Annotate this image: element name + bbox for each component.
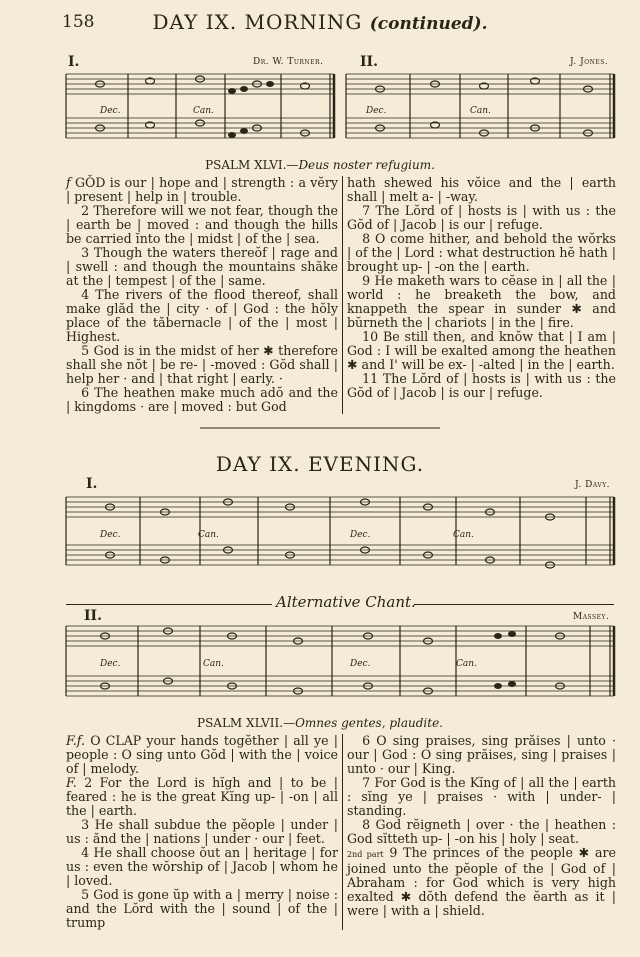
running-head-main: DAY IX. MORNING — [152, 10, 363, 34]
verse — [66, 776, 338, 818]
verse: 2 Therefore will we not fear, though the | earth be | moved : and though the hills be carried ĭnto the | midst | of the | sea. — [66, 203, 338, 246]
verse-text: GŎD is our | hope and | strength : a vĕry | present | help in | trouble. — [66, 175, 338, 204]
psalm-47-latin: Omnes gentes, plaudite. — [295, 716, 443, 730]
page-number: 158 — [62, 12, 95, 32]
dynamic-mark: f — [66, 175, 71, 190]
verse: 4 He shall choose ŏut an | heritage | for us : even the wŏrship of | Jacob | whom he | loved. — [66, 845, 338, 888]
verse: hath shewed his vŏice and the | earth shall | melt a- | -way. — [347, 175, 616, 204]
psalm-46-left-column — [66, 176, 338, 414]
verse: 6 The heathen make much adŏ and the | kingdoms · are | moved : but God — [66, 385, 338, 414]
verse: 4 The rivers of the flood thereof, shall make glăd the | city · of | God : the hŏly place of the tăbernacle | of the | most | Highest. — [66, 287, 338, 344]
psalm-47-title — [0, 716, 640, 730]
column-rule — [342, 176, 343, 414]
chant-label-morning-1: I. — [68, 54, 80, 70]
score-morning-2 — [346, 74, 614, 138]
verse: 9 He maketh wars to cĕase in | all the | world : he breaketh the bow, and knappeth the spear in sunder ✱ and bŭrneth the | chariots | in the | fire. — [347, 273, 616, 330]
verse: 7 The Lŏrd of | hosts is | with us : the Gŏd of | Jacob | is our | refuge. — [347, 203, 616, 232]
verse: 7 For God is the Kĭng of | all the | earth : sĭng ye | praises · with | under- | standing. — [347, 775, 616, 818]
verse: 6 O sing praises, sing prăises | unto · our | God : O sing prăises, sing | praises | unto · our | King. — [347, 733, 616, 776]
voice-tag-dec: Dec. — [350, 659, 371, 669]
part-mark: 2nd part — [347, 850, 384, 859]
verse: 10 Be still then, and knŏw that | I am | God : I will be exalted among the heathen ✱ and I' will be ex- | -alted | in the | earth. — [347, 329, 616, 372]
chant-label-morning-2: II. — [360, 54, 378, 70]
verse: 3 He shall subdue the pĕople | under | us : ănd the | nations | under · our | feet. — [66, 817, 338, 846]
rule-left — [66, 604, 272, 605]
voice-tag-can: Can. — [193, 106, 214, 116]
voice-tag-dec: Dec. — [100, 530, 121, 540]
voice-tag-dec: Dec. — [100, 106, 121, 116]
verse: 5 God is gone ŭp with a | merry | noise : and the Lŏrd with the | sound | of the | trump — [66, 887, 338, 930]
psalm-46-latin: Deus noster refugium. — [298, 158, 435, 172]
chant-label-evening-1: I. — [86, 476, 98, 492]
composer-evening-2: Massey. — [573, 612, 610, 622]
voice-tag-dec: Dec. — [100, 659, 121, 669]
voice-tag-dec: Dec. — [350, 530, 371, 540]
composer-evening-1: J. Davy. — [575, 480, 611, 490]
composer-morning-1: Dr. W. Turner. — [253, 57, 324, 67]
verse-text: 9 The princes of the people ✱ are joined unto the pĕople of the | God of | Abraham : for God which is very high exalted ✱ dŏth defend the ĕarth as it | were | with a | shield. — [347, 845, 616, 918]
psalm-46-number: PSALM XLVI.— — [205, 158, 299, 172]
voice-tag-can: Can. — [470, 106, 491, 116]
verse — [66, 176, 338, 204]
voice-tag-can: Can. — [198, 530, 219, 540]
score-evening-2 — [66, 626, 614, 696]
verse-text: 2 For the Lord is hĭgh and | to be | feared : he is the great Kĭng up- | -on | all the | earth. — [66, 775, 338, 818]
chant-label-evening-2: II. — [84, 608, 102, 624]
running-head-sub: (continued). — [369, 14, 488, 34]
verse: 11 The Lŏrd of | hosts is | with us : the Gŏd of | Jacob | is our | refuge. — [347, 371, 616, 400]
dynamic-mark: F.f. — [66, 733, 85, 748]
verse: 8 God rĕigneth | over · the | heathen : God sĭtteth up- | -on his | holy | seat. — [347, 817, 616, 846]
verse: 8 O come hither, and behold the wŏrks | of the | Lord : what destruction hĕ hath | brought up- | -on the | earth. — [347, 231, 616, 274]
score-morning-1 — [66, 74, 334, 138]
alternative-chant-label: Alternative Chant. — [276, 593, 416, 611]
column-rule — [342, 734, 343, 930]
verse-text: O CLAP your hands togĕther | all ye | people : O sing unto Gŏd | with the | voice of | melody. — [66, 733, 338, 776]
verse: 3 Though the waters thereŏf | rage and | swell : and though the mountains shăke at the | tempest | of the | same. — [66, 245, 338, 288]
voice-tag-can: Can. — [456, 659, 477, 669]
psalm-46-right-column — [347, 176, 616, 400]
verse: 5 God is in the midst of her ✱ therefore shall she nŏt | be re- | -moved : Gŏd shall | help her · and | that right | early. · — [66, 343, 338, 386]
verse — [66, 734, 338, 776]
voice-tag-dec: Dec. — [366, 106, 387, 116]
rule-right — [414, 604, 614, 605]
psalm-47-right-column — [347, 734, 616, 918]
voice-tag-can: Can. — [453, 530, 474, 540]
score-evening-1 — [66, 497, 614, 568]
voice-tag-can: Can. — [203, 659, 224, 669]
psalm-47-left-column — [66, 734, 338, 930]
composer-morning-2: J. Jones. — [570, 57, 609, 67]
dynamic-mark: F. — [66, 775, 77, 790]
evening-heading: DAY IX. EVENING. — [215, 452, 425, 476]
verse — [347, 846, 616, 918]
psalm-47-number: PSALM XLVII.— — [197, 716, 296, 730]
psalm-46-title — [0, 158, 640, 172]
